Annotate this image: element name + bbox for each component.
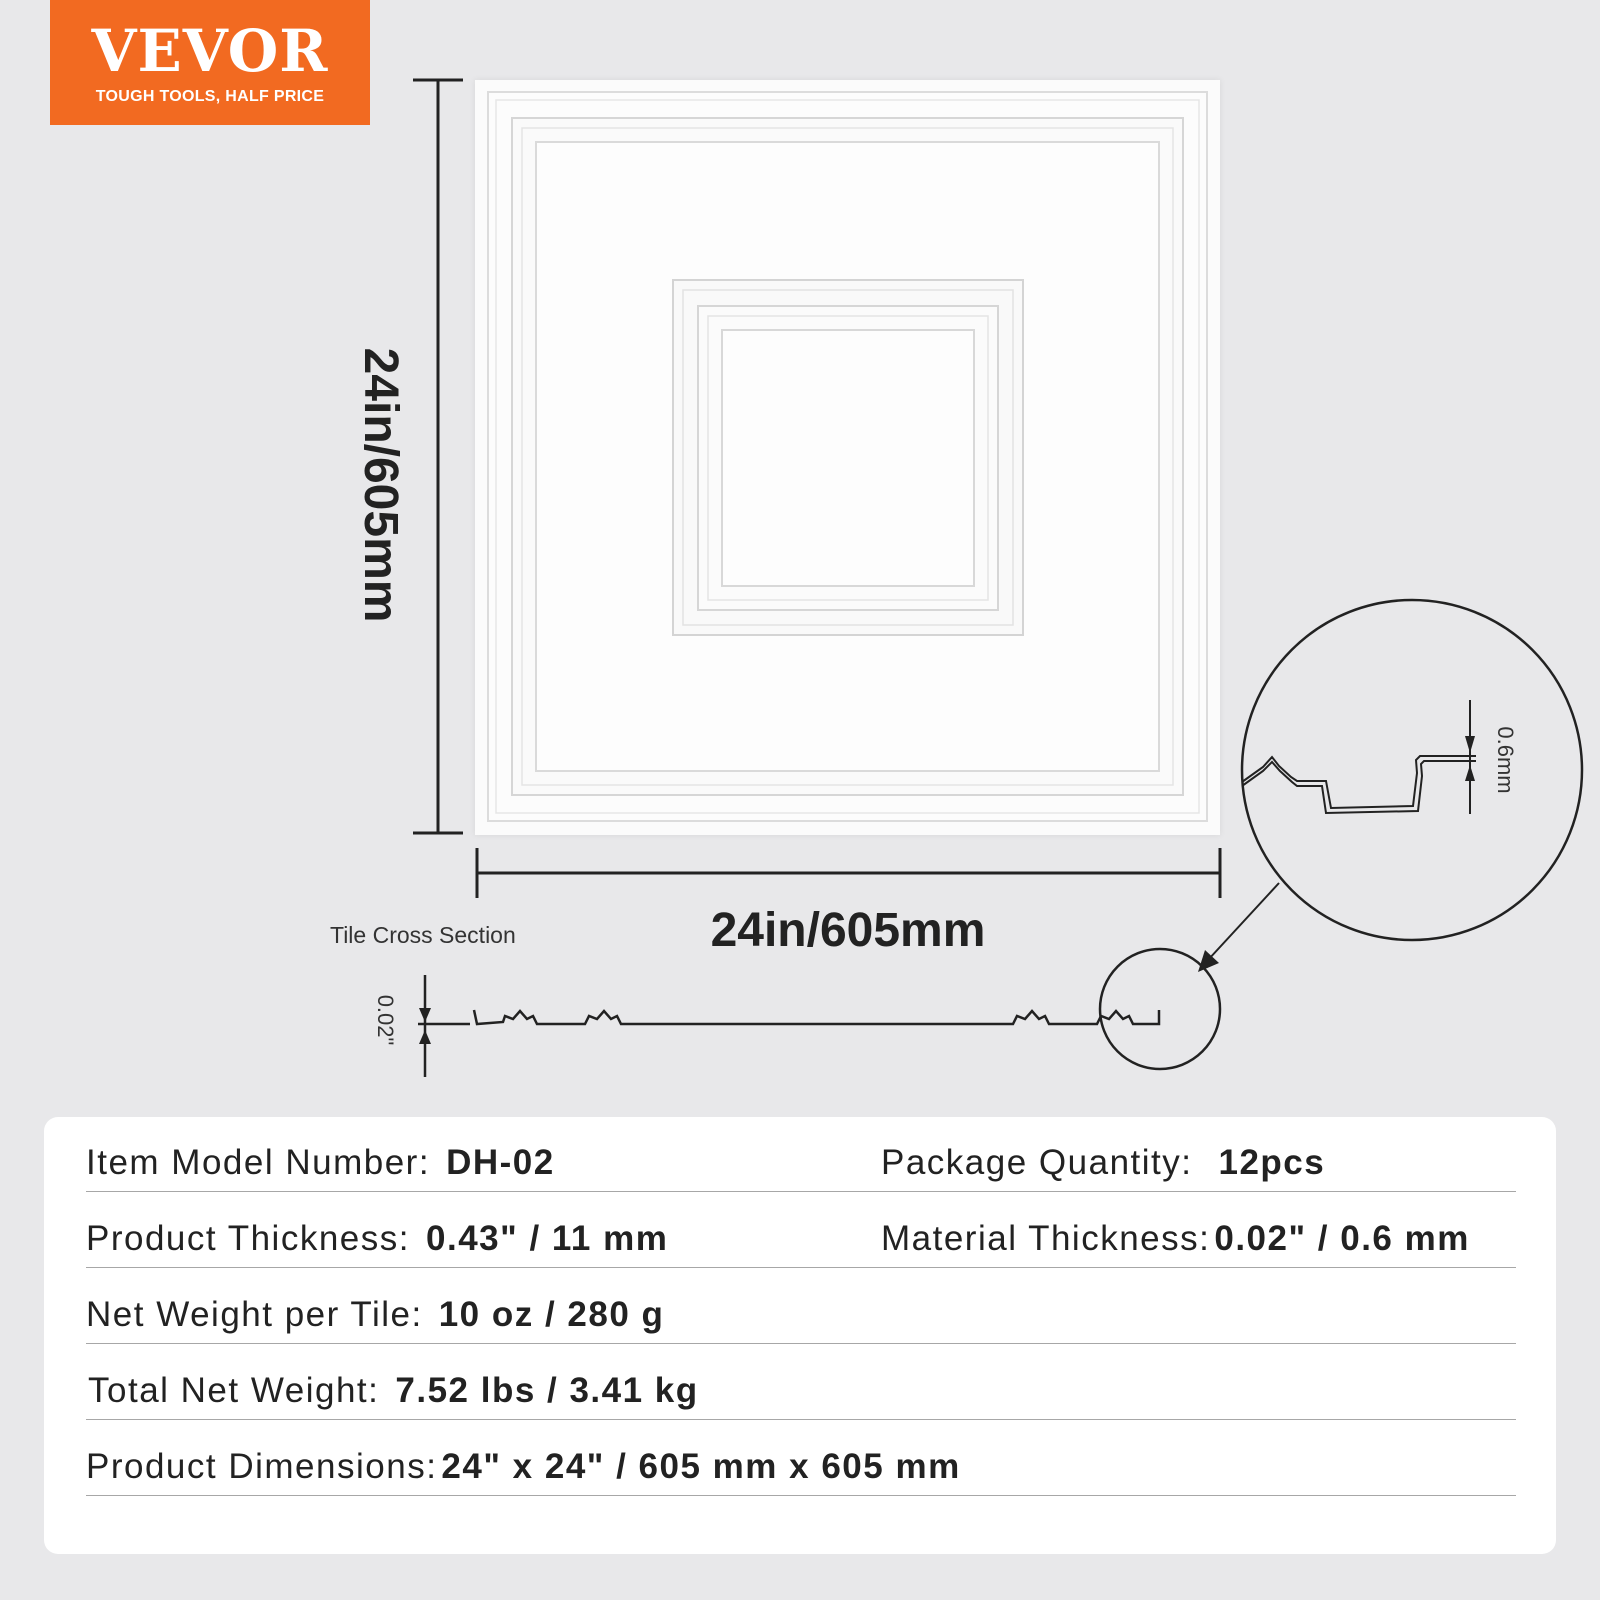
width-dimension-line — [477, 848, 1220, 898]
brand-name: VEVOR — [91, 17, 329, 85]
spec-value: 0.02" / 0.6 mm — [1214, 1219, 1470, 1258]
spec-item-net-weight-per-tile — [86, 1295, 664, 1335]
spec-label: Net Weight per Tile: — [86, 1295, 423, 1334]
cross-section-thickness-label: 0.02" — [373, 994, 398, 1046]
cross-section-thickness-arrow — [418, 975, 470, 1077]
detail-thickness-arrow — [1424, 700, 1476, 814]
detail-thickness-label: 0.6mm — [1493, 726, 1518, 794]
spec-label: Total Net Weight: — [88, 1371, 380, 1410]
cross-section-profile — [474, 1010, 1159, 1024]
spec-label: Product Thickness: — [86, 1219, 410, 1258]
ceiling-tile — [475, 80, 1220, 835]
spec-label: Item Model Number: — [86, 1143, 431, 1182]
spec-value: 0.43" / 11 mm — [426, 1219, 669, 1258]
spec-label: Material Thickness: — [881, 1219, 1211, 1258]
spec-value: 10 oz / 280 g — [438, 1295, 665, 1334]
spec-value: 12pcs — [1218, 1143, 1326, 1182]
brand-tagline: TOUGH TOOLS, HALF PRICE — [95, 88, 325, 105]
spec-value: 24" x 24" / 605 mm x 605 mm — [441, 1447, 961, 1486]
spec-item-model — [86, 1143, 555, 1183]
cross-section-title: Tile Cross Section — [330, 922, 516, 948]
detail-pointer-arrow — [1198, 883, 1279, 972]
spec-value: DH-02 — [446, 1143, 555, 1182]
spec-row — [86, 1269, 1516, 1344]
spec-row — [86, 1345, 1516, 1420]
height-dimension-line — [413, 80, 463, 833]
spec-label: Package Quantity: — [881, 1143, 1193, 1182]
spec-label: Product Dimensions: — [86, 1447, 438, 1486]
spec-item-total-net-weight — [88, 1371, 699, 1411]
detail-magnified-circle — [1242, 600, 1582, 940]
spec-item-package-quantity — [881, 1143, 1325, 1183]
spec-row — [86, 1421, 1516, 1496]
spec-item-material-thickness — [881, 1219, 1470, 1259]
spec-value: 7.52 lbs / 3.41 kg — [395, 1371, 699, 1410]
detail-profile — [1242, 756, 1463, 813]
spec-row — [86, 1193, 1516, 1268]
width-label: 24in/605mm — [710, 904, 986, 957]
spec-card — [44, 1117, 1556, 1554]
height-label: 24in/605mm — [354, 347, 407, 623]
spec-item-product-dimensions — [86, 1447, 961, 1487]
spec-row — [86, 1117, 1516, 1192]
spec-item-product-thickness — [86, 1219, 668, 1259]
